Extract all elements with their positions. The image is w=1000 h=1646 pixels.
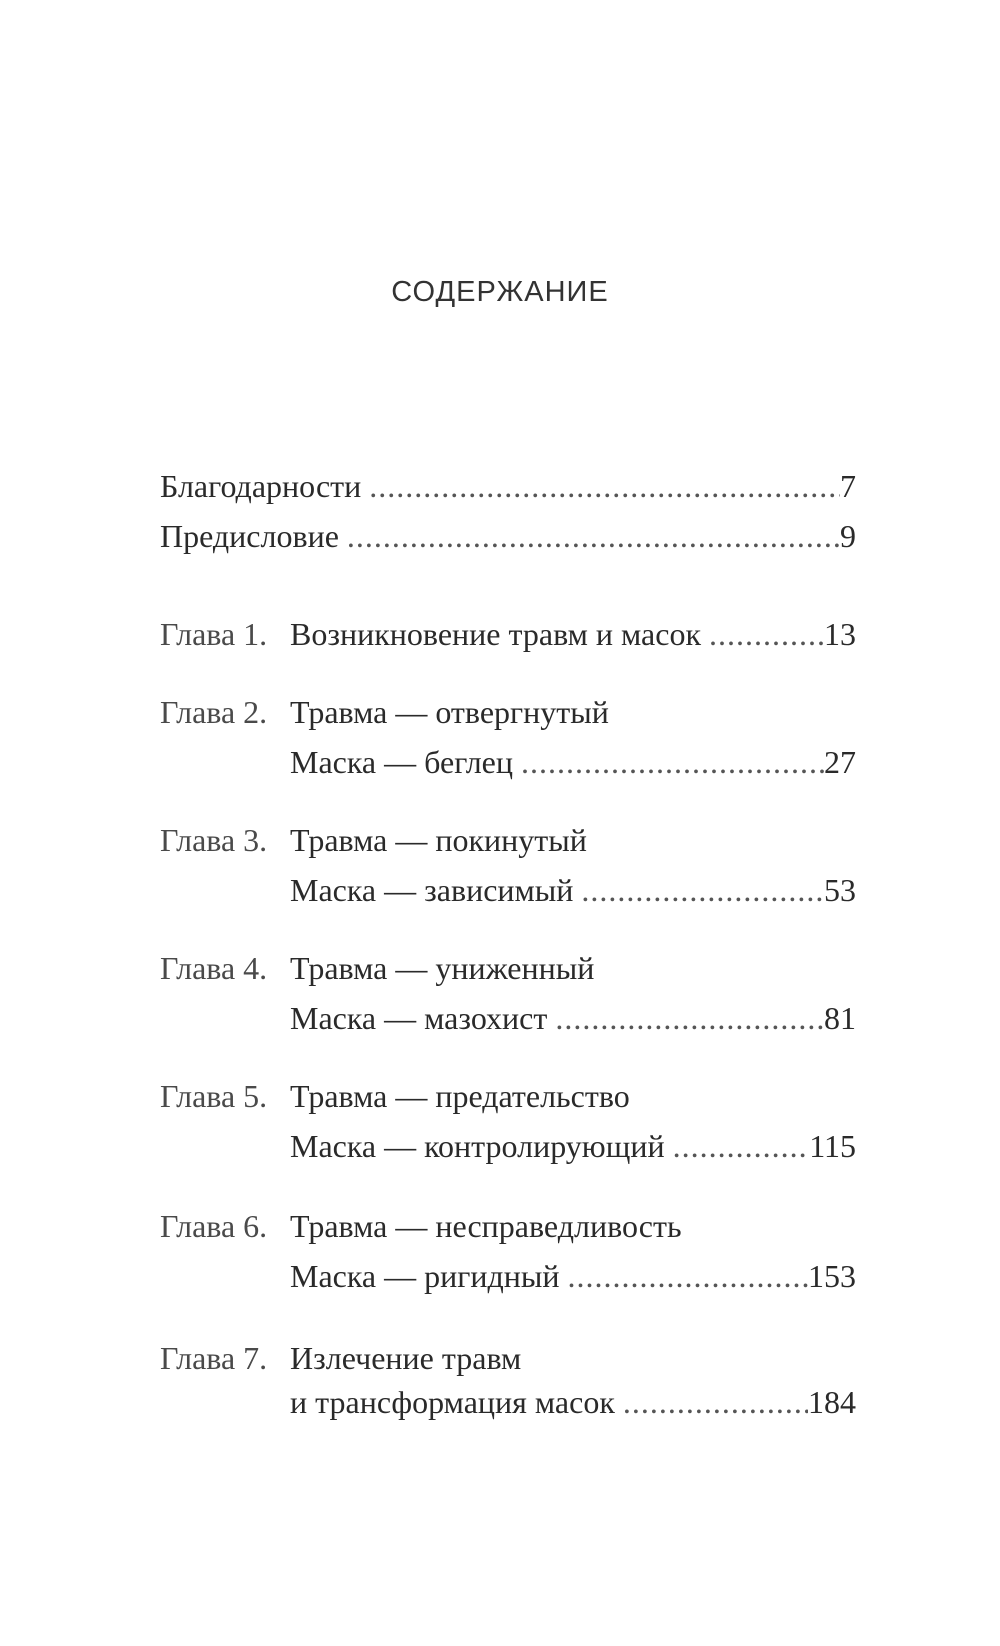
chapter-number: Глава 2.: [160, 694, 268, 730]
toc-leader-dots: [547, 996, 824, 1040]
chapter-number: Глава 1.: [160, 616, 268, 652]
chapter-title: Травма — покинутый: [290, 822, 587, 858]
toc-entry-chapter-6-line2[interactable]: [160, 1254, 856, 1298]
toc-entry-chapter-3-line2[interactable]: [160, 868, 856, 912]
toc-entry-acknowledgements[interactable]: [160, 464, 856, 508]
toc-page-number: 153: [808, 1258, 856, 1294]
toc-leader-dots: [560, 1254, 808, 1298]
toc-entry-chapter-5-line1[interactable]: [160, 1074, 856, 1118]
toc-entry-chapter-2-line1[interactable]: [160, 690, 856, 734]
toc-page-number: 9: [840, 518, 856, 554]
chapter-title: Травма — предательство: [290, 1078, 630, 1114]
toc-leader-dots: [513, 740, 824, 784]
toc-entry-chapter-4-line2[interactable]: [160, 996, 856, 1040]
chapter-subtitle: Маска — ригидный: [290, 1258, 560, 1294]
toc-page-number: 53: [824, 872, 856, 908]
chapter-subtitle: Маска — мазохист: [290, 1000, 548, 1036]
chapter-subtitle: и трансформация масок: [290, 1384, 615, 1420]
chapter-title: Травма — униженный: [290, 950, 595, 986]
toc-leader-dots: [701, 612, 824, 656]
page-title: СОДЕРЖАНИЕ: [391, 276, 609, 308]
chapter-number: Глава 7.: [160, 1340, 268, 1376]
chapter-title: Травма — отвергнутый: [290, 694, 609, 730]
toc-entry-label: Предисловие: [160, 518, 339, 554]
toc-entry-label: Благодарности: [160, 468, 362, 504]
toc-page-number: 7: [840, 468, 856, 504]
toc-page-number: 81: [824, 1000, 856, 1036]
toc-entry-chapter-7-line2[interactable]: [160, 1380, 856, 1424]
toc-entry-chapter-7-line1[interactable]: [160, 1336, 856, 1380]
toc-entry-chapter-3-line1[interactable]: [160, 818, 856, 862]
chapter-title: Травма — несправедливость: [290, 1208, 682, 1244]
toc-entry-chapter-5-line2[interactable]: [160, 1124, 856, 1168]
chapter-number: Глава 5.: [160, 1078, 268, 1114]
toc-entry-preface[interactable]: [160, 514, 856, 558]
chapter-subtitle: Маска — зависимый: [290, 872, 574, 908]
toc-page-number: 27: [824, 744, 856, 780]
chapter-subtitle: Маска — контролирующий: [290, 1128, 665, 1164]
toc-entry-chapter-6-line1[interactable]: [160, 1204, 856, 1248]
toc-leader-dots: [665, 1124, 810, 1168]
chapter-number: Глава 4.: [160, 950, 268, 986]
toc-entry-chapter-2-line2[interactable]: [160, 740, 856, 784]
chapter-number: Глава 6.: [160, 1208, 268, 1244]
toc-leader-dots: [573, 868, 824, 912]
chapter-subtitle: Маска — беглец: [290, 744, 513, 780]
chapter-title: Излечение травм: [290, 1340, 522, 1376]
toc-entry-chapter-1[interactable]: [160, 612, 856, 656]
toc-page-number: 184: [808, 1384, 856, 1420]
toc-entry-chapter-4-line1[interactable]: [160, 946, 856, 990]
toc-leader-dots: [615, 1380, 808, 1424]
toc-leader-dots: [361, 464, 840, 508]
chapter-title: Возникновение травм и масок: [290, 616, 701, 652]
chapter-number: Глава 3.: [160, 822, 268, 858]
toc-page-number: 115: [809, 1128, 856, 1164]
toc-page-number: 13: [824, 616, 856, 652]
toc-leader-dots: [339, 514, 840, 558]
